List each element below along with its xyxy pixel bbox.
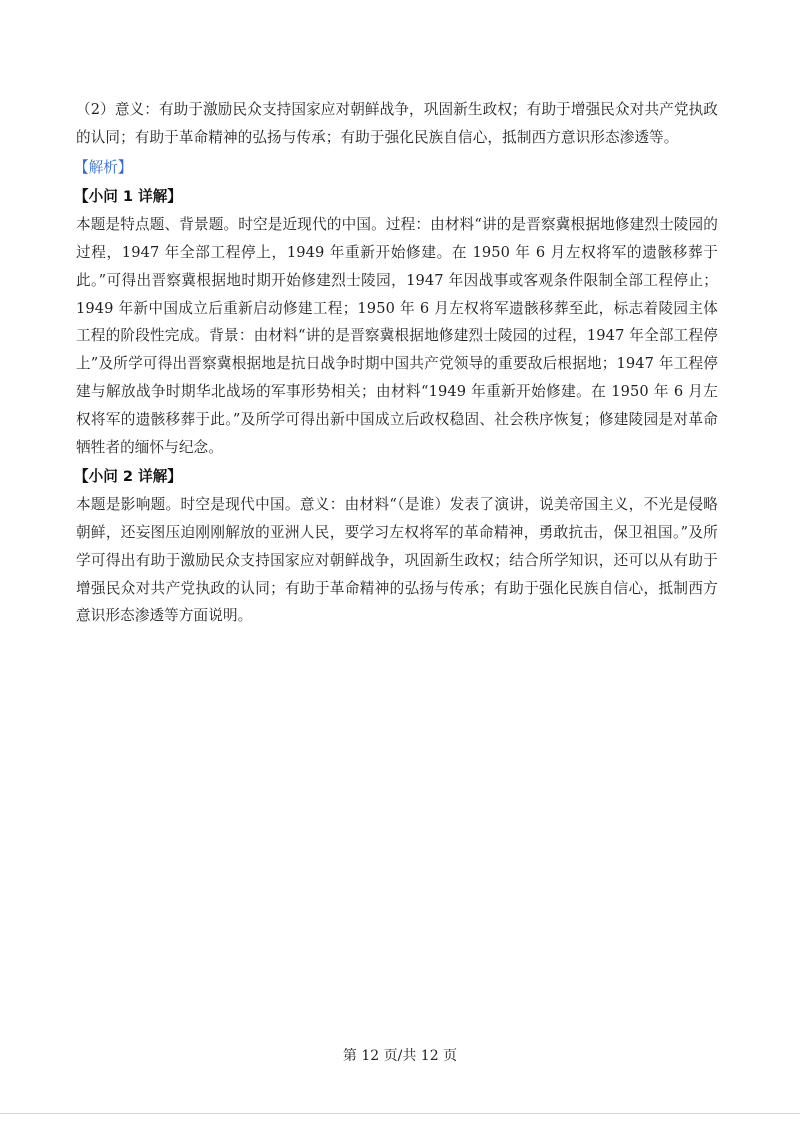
page-footer: 第 12 页/共 12 页 (342, 1048, 458, 1064)
document-content (76, 96, 718, 630)
question-2-title: 【小问 2 详解】 (74, 468, 182, 486)
question-1-title: 【小问 1 详解】 (74, 188, 182, 206)
question-2-explanation: 本题是影响题。时空是现代中国。意义：由材料“（是谁）发表了演讲，说美帝国主义，不光是侵略朝鲜，还妄图压迫刚刚解放的亚洲人民，要学习左权将军的革命精神，勇敢抗击，保卫祖国。”及所学可得出有助于激励民众支持国家应对朝鲜战争，巩固新生政权；结合所学知识，还可以从有助于增强民众对共产党执政的认同；有助于革命精神的弘扬与传承；有助于强化民族自信心，抵制西方意识形态渗透等方面说明。 (76, 496, 718, 625)
answer-part-2: （2）意义：有助于激励民众支持国家应对朝鲜战争，巩固新生政权；有助于增强民众对共产党执政的认同；有助于革命精神的弘扬与传承；有助于强化民族自信心，抵制西方意识形态渗透等。 (76, 101, 718, 146)
bottom-divider (0, 1113, 800, 1114)
question-1-explanation: 本题是特点题、背景题。时空是近现代的中国。过程：由材料“讲的是晋察冀根据地修建烈士陵园的过程，1947 年全部工程停上，1949 年重新开始修建。在 1950 年 6 月左权将军的遗骸移葬于此。”可得出晋察冀根据地时期开始修建烈士陵园，1947 年因战事或客观条件限制全部工程停止；1949 年新中国成立后重新启动修建工程；1950 年 6 月左权将军遗骸移葬至此，标志着陵园主体工程的阶段性完成。背景：由材料“讲的是晋察冀根据地修建烈士陵园的过程，1947 年全部工程停上”及所学可得出晋察冀根据地是抗日战争时期中国共产党领导的重要敌后根据地；1947 年工程停建与解放战争时期华北战场的军事形势相关；由材料“1949 年重新开始修建。在 1950 年 6 月左权将军的遗骸移葬于此。”及所学可得出新中国成立后政权稳固、社会秩序恢复；修建陵园是对革命牺牲者的缅怀与纪念。 (76, 216, 718, 456)
analysis-label: 【解析】 (74, 158, 133, 176)
